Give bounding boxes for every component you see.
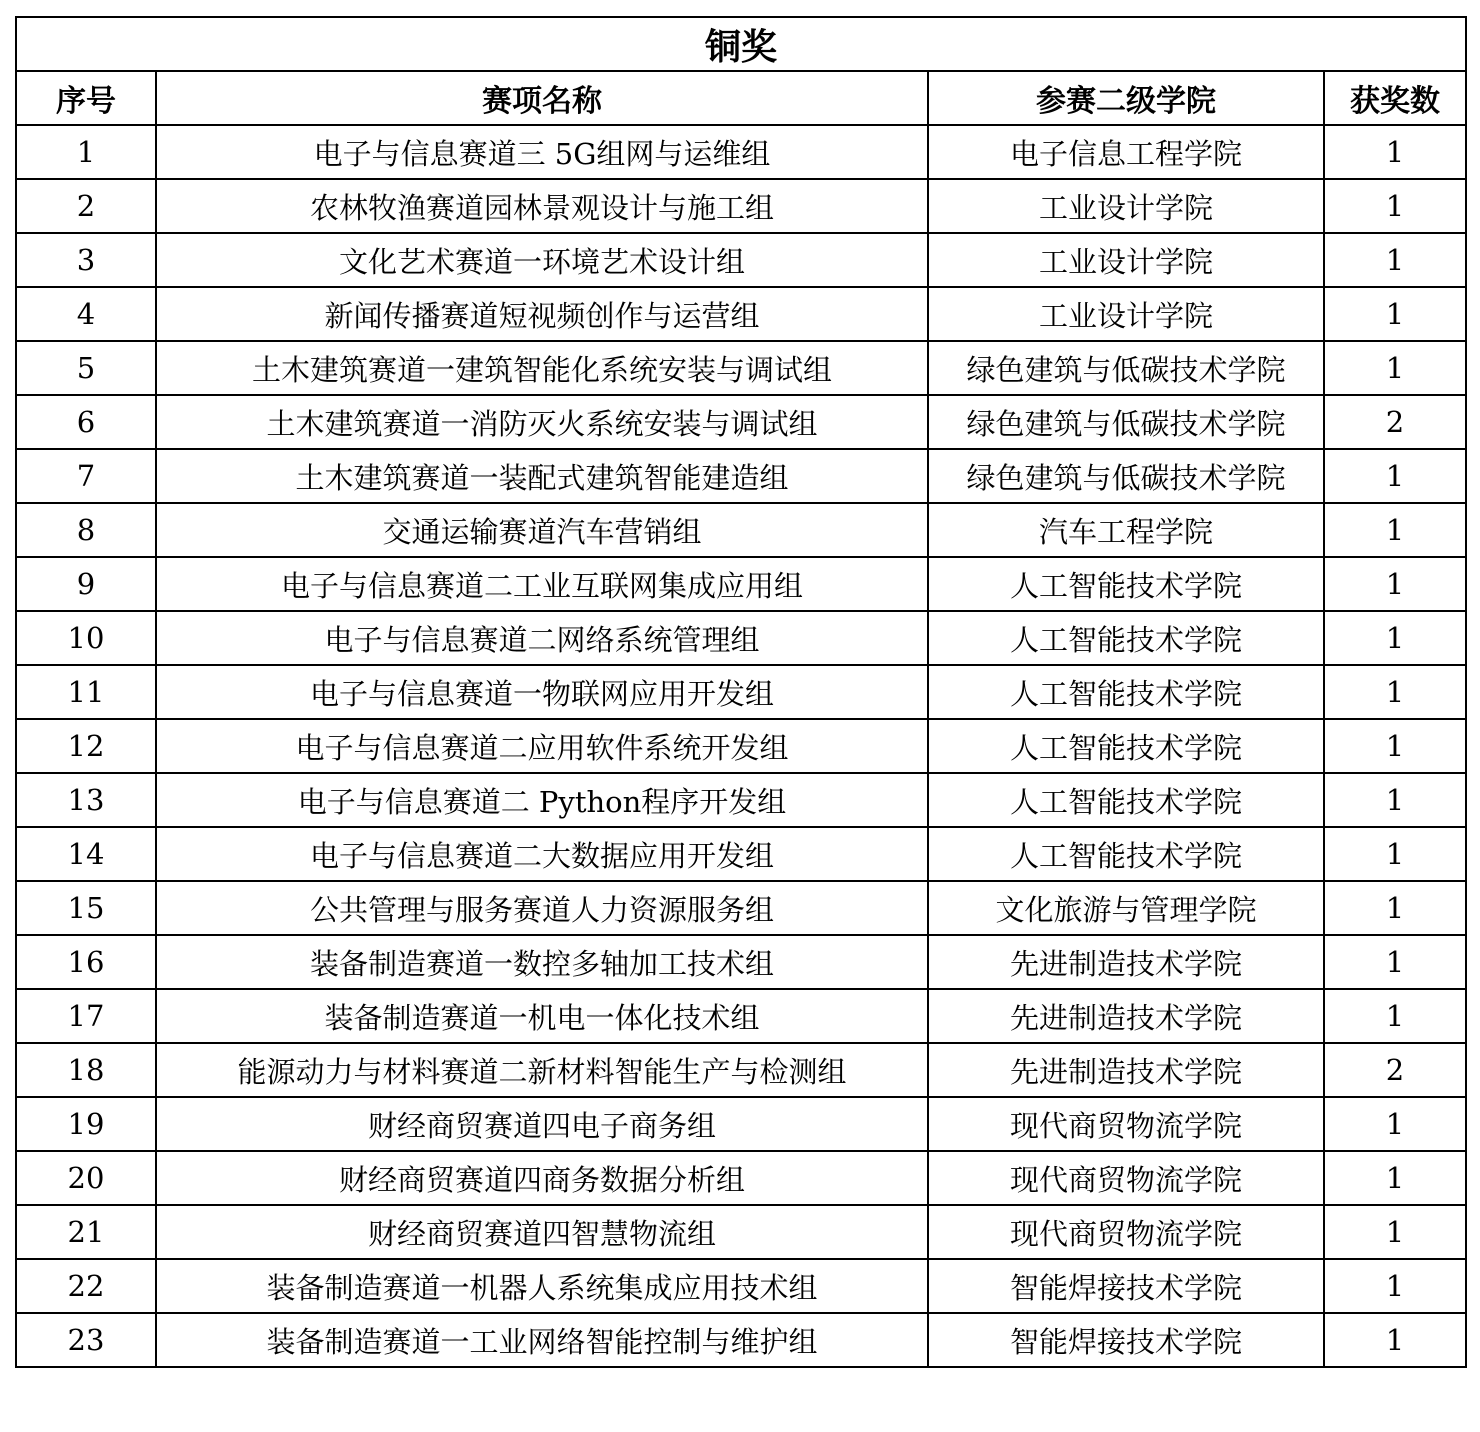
cell-no: 9 bbox=[16, 557, 156, 611]
table-row bbox=[16, 881, 1466, 935]
cell-college: 工业设计学院 bbox=[928, 233, 1324, 287]
cell-college: 人工智能技术学院 bbox=[928, 827, 1324, 881]
table-row bbox=[16, 449, 1466, 503]
cell-event: 财经商贸赛道四商务数据分析组 bbox=[156, 1151, 928, 1205]
cell-event: 新闻传播赛道短视频创作与运营组 bbox=[156, 287, 928, 341]
cell-no: 6 bbox=[16, 395, 156, 449]
cell-no: 3 bbox=[16, 233, 156, 287]
cell-event: 财经商贸赛道四电子商务组 bbox=[156, 1097, 928, 1151]
bronze-award-table bbox=[15, 16, 1467, 1368]
cell-no: 17 bbox=[16, 989, 156, 1043]
cell-college: 现代商贸物流学院 bbox=[928, 1205, 1324, 1259]
cell-count: 1 bbox=[1324, 1097, 1466, 1151]
cell-college: 绿色建筑与低碳技术学院 bbox=[928, 341, 1324, 395]
cell-count: 1 bbox=[1324, 827, 1466, 881]
table-header-row bbox=[16, 71, 1466, 125]
cell-no: 2 bbox=[16, 179, 156, 233]
table-row bbox=[16, 125, 1466, 179]
cell-no: 14 bbox=[16, 827, 156, 881]
cell-no: 8 bbox=[16, 503, 156, 557]
cell-event: 能源动力与材料赛道二新材料智能生产与检测组 bbox=[156, 1043, 928, 1097]
cell-event: 装备制造赛道一机器人系统集成应用技术组 bbox=[156, 1259, 928, 1313]
cell-count: 1 bbox=[1324, 125, 1466, 179]
cell-college: 汽车工程学院 bbox=[928, 503, 1324, 557]
cell-no: 5 bbox=[16, 341, 156, 395]
cell-count: 2 bbox=[1324, 395, 1466, 449]
cell-count: 1 bbox=[1324, 881, 1466, 935]
cell-count: 1 bbox=[1324, 287, 1466, 341]
cell-no: 23 bbox=[16, 1313, 156, 1367]
cell-count: 1 bbox=[1324, 1259, 1466, 1313]
cell-event: 装备制造赛道一数控多轴加工技术组 bbox=[156, 935, 928, 989]
cell-event: 土木建筑赛道一消防灭火系统安装与调试组 bbox=[156, 395, 928, 449]
table-row bbox=[16, 935, 1466, 989]
table-title-row bbox=[16, 17, 1466, 71]
cell-count: 1 bbox=[1324, 935, 1466, 989]
cell-count: 1 bbox=[1324, 989, 1466, 1043]
cell-college: 文化旅游与管理学院 bbox=[928, 881, 1324, 935]
cell-count: 1 bbox=[1324, 233, 1466, 287]
cell-event: 装备制造赛道一工业网络智能控制与维护组 bbox=[156, 1313, 928, 1367]
cell-college: 绿色建筑与低碳技术学院 bbox=[928, 395, 1324, 449]
table-row bbox=[16, 287, 1466, 341]
cell-no: 12 bbox=[16, 719, 156, 773]
cell-event: 电子与信息赛道三 5G组网与运维组 bbox=[156, 125, 928, 179]
cell-college: 绿色建筑与低碳技术学院 bbox=[928, 449, 1324, 503]
cell-event: 电子与信息赛道二大数据应用开发组 bbox=[156, 827, 928, 881]
table-row bbox=[16, 233, 1466, 287]
cell-event: 公共管理与服务赛道人力资源服务组 bbox=[156, 881, 928, 935]
cell-event: 财经商贸赛道四智慧物流组 bbox=[156, 1205, 928, 1259]
cell-no: 18 bbox=[16, 1043, 156, 1097]
cell-no: 21 bbox=[16, 1205, 156, 1259]
cell-college: 人工智能技术学院 bbox=[928, 719, 1324, 773]
cell-no: 4 bbox=[16, 287, 156, 341]
cell-college: 先进制造技术学院 bbox=[928, 1043, 1324, 1097]
table-row bbox=[16, 1151, 1466, 1205]
cell-college: 现代商贸物流学院 bbox=[928, 1151, 1324, 1205]
cell-count: 1 bbox=[1324, 719, 1466, 773]
cell-count: 1 bbox=[1324, 449, 1466, 503]
cell-college: 人工智能技术学院 bbox=[928, 773, 1324, 827]
cell-college: 先进制造技术学院 bbox=[928, 989, 1324, 1043]
table-row bbox=[16, 611, 1466, 665]
cell-college: 电子信息工程学院 bbox=[928, 125, 1324, 179]
table-row bbox=[16, 1205, 1466, 1259]
cell-college: 工业设计学院 bbox=[928, 287, 1324, 341]
cell-no: 16 bbox=[16, 935, 156, 989]
header-event: 赛项名称 bbox=[156, 71, 928, 125]
cell-no: 1 bbox=[16, 125, 156, 179]
cell-no: 13 bbox=[16, 773, 156, 827]
cell-college: 智能焊接技术学院 bbox=[928, 1259, 1324, 1313]
table-row bbox=[16, 719, 1466, 773]
cell-college: 现代商贸物流学院 bbox=[928, 1097, 1324, 1151]
cell-count: 1 bbox=[1324, 665, 1466, 719]
cell-event: 电子与信息赛道二应用软件系统开发组 bbox=[156, 719, 928, 773]
cell-count: 1 bbox=[1324, 179, 1466, 233]
cell-event: 交通运输赛道汽车营销组 bbox=[156, 503, 928, 557]
table-row bbox=[16, 1097, 1466, 1151]
cell-college: 人工智能技术学院 bbox=[928, 665, 1324, 719]
cell-no: 15 bbox=[16, 881, 156, 935]
cell-no: 19 bbox=[16, 1097, 156, 1151]
cell-college: 先进制造技术学院 bbox=[928, 935, 1324, 989]
cell-event: 电子与信息赛道二网络系统管理组 bbox=[156, 611, 928, 665]
table-row bbox=[16, 989, 1466, 1043]
table-row bbox=[16, 1043, 1466, 1097]
table-row bbox=[16, 773, 1466, 827]
cell-no: 22 bbox=[16, 1259, 156, 1313]
cell-college: 工业设计学院 bbox=[928, 179, 1324, 233]
table-row bbox=[16, 1259, 1466, 1313]
cell-count: 1 bbox=[1324, 773, 1466, 827]
table-row bbox=[16, 395, 1466, 449]
cell-count: 1 bbox=[1324, 341, 1466, 395]
cell-no: 11 bbox=[16, 665, 156, 719]
table-row bbox=[16, 341, 1466, 395]
cell-college: 智能焊接技术学院 bbox=[928, 1313, 1324, 1367]
table-row bbox=[16, 557, 1466, 611]
cell-count: 2 bbox=[1324, 1043, 1466, 1097]
cell-count: 1 bbox=[1324, 1313, 1466, 1367]
cell-event: 文化艺术赛道一环境艺术设计组 bbox=[156, 233, 928, 287]
cell-count: 1 bbox=[1324, 1205, 1466, 1259]
header-college: 参赛二级学院 bbox=[928, 71, 1324, 125]
cell-event: 电子与信息赛道二 Python程序开发组 bbox=[156, 773, 928, 827]
header-no: 序号 bbox=[16, 71, 156, 125]
cell-count: 1 bbox=[1324, 557, 1466, 611]
cell-event: 电子与信息赛道二工业互联网集成应用组 bbox=[156, 557, 928, 611]
header-count: 获奖数 bbox=[1324, 71, 1466, 125]
table-body bbox=[16, 17, 1466, 1367]
cell-college: 人工智能技术学院 bbox=[928, 611, 1324, 665]
cell-count: 1 bbox=[1324, 503, 1466, 557]
table-title: 铜奖 bbox=[16, 17, 1466, 71]
cell-no: 20 bbox=[16, 1151, 156, 1205]
table-row bbox=[16, 665, 1466, 719]
cell-event: 土木建筑赛道一建筑智能化系统安装与调试组 bbox=[156, 341, 928, 395]
cell-no: 7 bbox=[16, 449, 156, 503]
table-row bbox=[16, 179, 1466, 233]
table-row bbox=[16, 1313, 1466, 1367]
cell-no: 10 bbox=[16, 611, 156, 665]
table-row bbox=[16, 827, 1466, 881]
cell-count: 1 bbox=[1324, 1151, 1466, 1205]
cell-event: 土木建筑赛道一装配式建筑智能建造组 bbox=[156, 449, 928, 503]
cell-event: 电子与信息赛道一物联网应用开发组 bbox=[156, 665, 928, 719]
cell-college: 人工智能技术学院 bbox=[928, 557, 1324, 611]
table-row bbox=[16, 503, 1466, 557]
cell-count: 1 bbox=[1324, 611, 1466, 665]
cell-event: 农林牧渔赛道园林景观设计与施工组 bbox=[156, 179, 928, 233]
cell-event: 装备制造赛道一机电一体化技术组 bbox=[156, 989, 928, 1043]
